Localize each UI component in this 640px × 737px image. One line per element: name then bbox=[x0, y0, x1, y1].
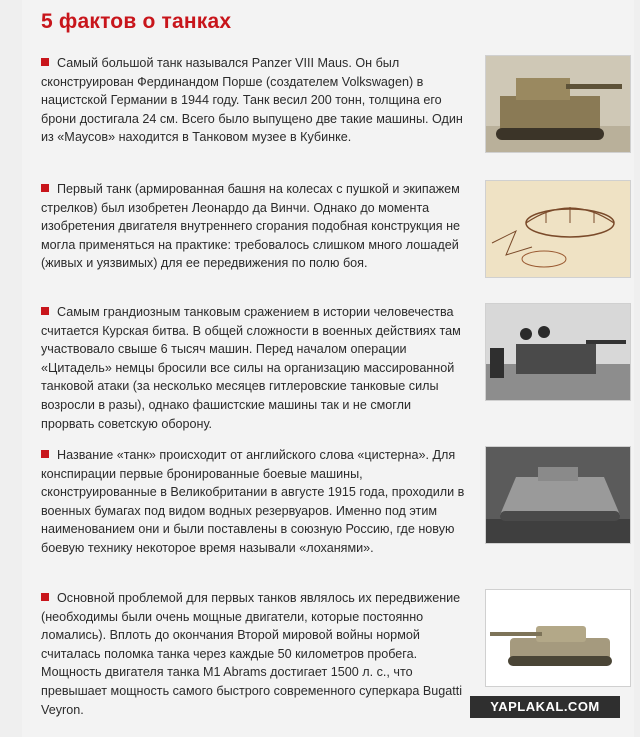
bullet-icon bbox=[41, 58, 49, 66]
fact-item bbox=[41, 180, 466, 273]
fact-text: Основной проблемой для первых танков являлось их передвижение (необходимы были очень мощные двигатели, которые постоянно ломались). Вплоть до окончания Второй мировой войны нормой считалась поломка танка через каждые 50 километров пробега. Мощность двигателя танка M1 Abrams достигает 1500 л. с., что превышает мощность самого быстрого современного суперкара Bugatti Veyron. bbox=[41, 591, 463, 717]
bullet-icon bbox=[41, 307, 49, 315]
article-title: 5 фактов о танках bbox=[41, 10, 232, 33]
da-vinci-sketch-image bbox=[485, 180, 631, 278]
watermark-badge: YAPLAKAL.COM bbox=[470, 696, 620, 718]
bullet-icon bbox=[41, 593, 49, 601]
bullet-icon bbox=[41, 450, 49, 458]
fact-item bbox=[41, 589, 466, 719]
fact-text: Самый большой танк назывался Panzer VIII Maus. Он был сконструирован Фердинандом Порше (создателем Volkswagen) в нацистской Германии в 1944 году. Танк весил 200 тонн, толщина его брони достигала 24 см. Всего было выпущено две такие машины. Один из «Маусов» находится в Танковом музее в Кубинке. bbox=[41, 56, 463, 145]
fact-item bbox=[41, 446, 466, 558]
ww1-tank-image bbox=[485, 446, 631, 544]
fact-text: Самым грандиозным танковым сражением в истории человечества считается Курская битва. В общей сложности в военных действиях там участвовало свыше 6 тысяч машин. Перед началом операции «Цитадель» немцы бросили все силы на организацию массированной танковой атаки (за несколько месяцев гитлеровские танковые силы возросли в разы), однако фашистские машины так и не смогли прорвать советскую оборону. bbox=[41, 305, 461, 431]
bullet-icon bbox=[41, 184, 49, 192]
fact-item bbox=[41, 54, 466, 147]
maus-tank-image bbox=[485, 55, 631, 153]
fact-item bbox=[41, 303, 466, 433]
m1-abrams-image bbox=[485, 589, 631, 687]
fact-text: Первый танк (армированная башня на колесах с пушкой и экипажем стрелков) был изобретен Леонардо да Винчи. Однако до момента изобретения двигателя внутреннего сгорания подобная конструкция не могла применяться на практике: требовалось слишком много лошадей (живых и уязвимых) для ее передвижения по полю боя. bbox=[41, 182, 461, 271]
fact-text: Название «танк» происходит от английского слова «цистерна». Для конспирации первые бронированные боевые машины, сконструированные в Великобритании в августе 1915 года, проходили в военных бумагах под видом водных резервуаров. Именно под этим наименованием они и были поставлены в союзную Россию, где новую боевую технику некоторое время называли «лоханями». bbox=[41, 448, 465, 555]
kursk-battle-image bbox=[485, 303, 631, 401]
